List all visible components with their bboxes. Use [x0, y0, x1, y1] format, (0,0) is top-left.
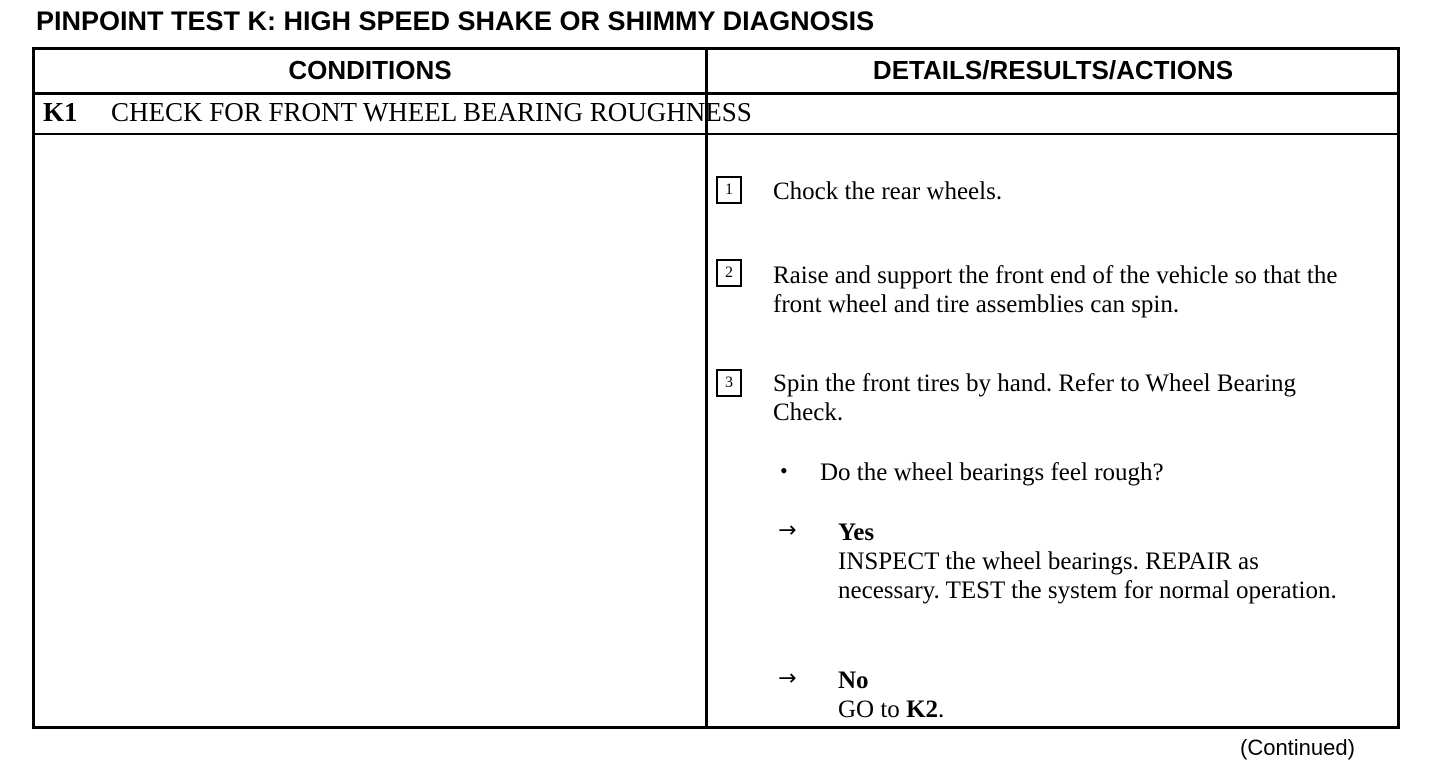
- arrow-right-icon: →: [778, 518, 797, 543]
- answer-yes-label: Yes: [838, 519, 875, 546]
- details-header: DETAILS/RESULTS/ACTIONS: [872, 55, 1234, 85]
- answer-no-prefix: GO to: [838, 696, 907, 723]
- answer-no-suffix: .: [938, 696, 945, 723]
- answer-no-target: K2: [906, 696, 939, 723]
- bullet-icon: •: [780, 458, 788, 483]
- step-number-box: 2: [716, 259, 742, 287]
- answer-no-text: [838, 695, 1358, 724]
- step-row: [43, 97, 752, 128]
- question-text: Do the wheel bearings feel rough?: [820, 459, 1164, 486]
- step-number-box: 1: [716, 176, 742, 204]
- arrow-right-icon: →: [778, 666, 797, 691]
- step-title: CHECK FOR FRONT WHEEL BEARING ROUGHNESS: [111, 97, 752, 127]
- step-code: K1: [43, 97, 78, 127]
- step-action-text: Chock the rear wheels.: [773, 178, 1003, 205]
- answer-yes-text: INSPECT the wheel bearings. REPAIR as necessary. TEST the system for normal operation.: [838, 548, 1337, 604]
- step-row-divider: [35, 133, 1397, 135]
- answer-no: [838, 666, 1358, 724]
- answer-yes: [838, 518, 1358, 605]
- step-action-text: Spin the front tires by hand. Refer to Wheel Bearing Check.: [773, 370, 1297, 426]
- conditions-header: CONDITIONS: [288, 55, 452, 85]
- page-title: PINPOINT TEST K: HIGH SPEED SHAKE OR SHIMMY DIAGNOSIS: [36, 6, 875, 36]
- step-action-text: Raise and support the front end of the vehicle so that the front wheel and tire assemblies can spin.: [773, 262, 1338, 318]
- answer-no-label: No: [838, 667, 869, 694]
- column-divider: [705, 50, 708, 726]
- header-divider: [35, 92, 1397, 95]
- step-number-box: 3: [716, 369, 742, 397]
- continued-label: (Continued): [1240, 735, 1355, 760]
